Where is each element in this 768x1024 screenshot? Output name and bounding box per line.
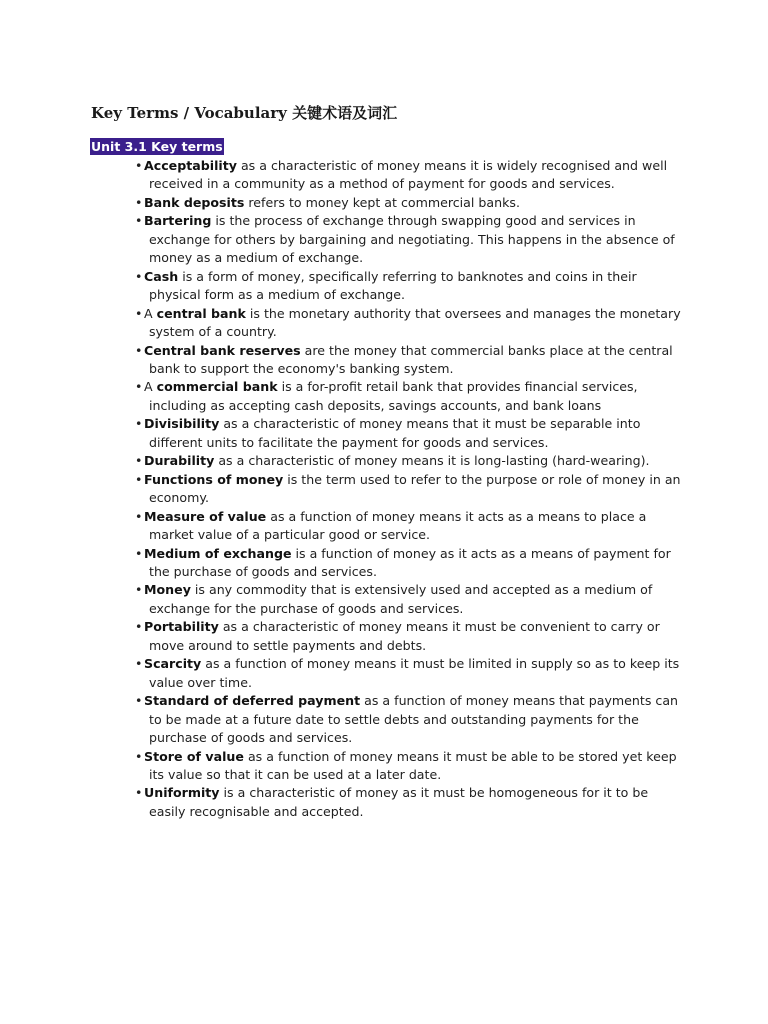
term-name: Bartering [144, 213, 212, 229]
term-list-item [126, 452, 686, 470]
term-definition: is the monetary authority that oversees and manages the monetary system of a country. [149, 305, 681, 340]
term-definition: is a for-profit retail bank that provides financial services, including as accepting cash deposits, savings accounts, and bank loans [149, 379, 638, 413]
bullet-icon: • [135, 748, 143, 764]
key-terms-list [126, 157, 686, 821]
term-list-item [126, 194, 686, 212]
term-definition: as a function of money means that payments can to be made at a future date to settle debts and outstanding payments for the purchase of goods and services. [149, 693, 679, 746]
bullet-icon: • [135, 508, 143, 524]
term-list-item [126, 508, 686, 545]
term-list-item [126, 784, 686, 821]
bullet-icon: • [135, 213, 143, 229]
term-name: commercial bank [156, 379, 278, 395]
bullet-icon: • [135, 453, 143, 469]
term-name: Scarcity [144, 656, 202, 672]
term-name: Acceptability [144, 158, 237, 173]
term-definition: as a function of money means it must be able to be stored yet keep its value so that it can be used at a later date. [149, 748, 677, 782]
term-list-item [126, 618, 686, 655]
document-title: Key Terms / Vocabulary 关键术语及词汇 [91, 104, 398, 122]
term-definition: as a function of money means it must be limited in supply so as to keep its value over time. [149, 656, 680, 690]
term-name: Cash [144, 268, 179, 284]
bullet-icon: • [135, 545, 143, 561]
term-list-item [126, 157, 686, 194]
term-definition: is the term used to refer to the purpose or role of money in an economy. [149, 471, 681, 506]
term-definition: as a characteristic of money means that it must be separable into different units to facilitate the payment for goods and services. [149, 416, 641, 450]
bullet-icon: • [135, 582, 143, 598]
bullet-icon: • [135, 785, 143, 801]
term-name: Portability [144, 619, 219, 635]
term-list-item [126, 748, 686, 785]
bullet-icon: • [135, 656, 143, 672]
bullet-icon: • [135, 305, 143, 321]
term-list-item [126, 471, 686, 508]
term-name: Divisibility [144, 416, 220, 432]
term-name: Medium of exchange [144, 545, 292, 561]
bullet-icon: • [135, 693, 143, 709]
term-name: central bank [156, 305, 246, 321]
term-list-item [126, 655, 686, 692]
bullet-icon: • [135, 268, 143, 284]
bullet-icon: • [135, 619, 143, 635]
term-definition: as a characteristic of money means it is long-lasting (hard-wearing). [214, 453, 650, 469]
term-list-item [126, 268, 686, 305]
bullet-icon: • [135, 416, 143, 432]
term-prefix: A [144, 305, 157, 321]
term-list-item [126, 692, 686, 747]
term-name: Functions of money [144, 471, 284, 487]
term-list-item [126, 212, 686, 267]
term-name: Standard of deferred payment [144, 693, 361, 709]
term-name: Money [144, 582, 191, 598]
term-name: Central bank reserves [144, 342, 301, 358]
term-prefix: A [144, 379, 157, 395]
bullet-icon: • [135, 342, 143, 358]
term-name: Measure of value [144, 508, 267, 524]
term-name: Store of value [144, 748, 244, 764]
term-list-item [126, 305, 686, 342]
term-definition: is a function of money as it acts as a means of payment for the purchase of goods and services. [149, 545, 671, 579]
bullet-icon: • [135, 471, 143, 487]
term-definition: is a form of money, specifically referring to banknotes and coins in their physical form as a medium of exchange. [149, 268, 637, 303]
term-list-item [126, 342, 686, 379]
bullet-icon: • [135, 379, 143, 395]
term-definition: is the process of exchange through swapping good and services in exchange for others by bargaining and negotiating. This happens in the absence of money as a medium of exchange. [149, 213, 675, 266]
term-definition: are the money that commercial banks place at the central bank to support the economy's banking system. [149, 342, 673, 376]
term-definition: refers to money kept at commercial banks. [244, 194, 520, 210]
term-definition: as a characteristic of money means it is widely recognised and well received in a community as a method of payment for goods and services. [149, 158, 668, 192]
term-definition: is a characteristic of money as it must be homogeneous for it to be easily recognisable and accepted. [149, 785, 649, 819]
term-list-item [126, 545, 686, 582]
term-list-item [126, 581, 686, 618]
bullet-icon: • [135, 194, 143, 210]
term-name: Bank deposits [144, 194, 245, 210]
term-definition: is any commodity that is extensively used and accepted as a medium of exchange for the purchase of goods and services. [149, 582, 653, 616]
term-name: Uniformity [144, 785, 220, 801]
term-definition: as a function of money means it acts as a means to place a market value of a particular good or service. [149, 508, 647, 543]
term-definition: as a characteristic of money means it must be convenient to carry or move around to settle payments and debts. [149, 619, 660, 653]
unit-heading: Unit 3.1 Key terms [91, 139, 223, 154]
term-list-item [126, 378, 686, 415]
term-list-item [126, 415, 686, 452]
bullet-icon: • [135, 158, 143, 173]
term-name: Durability [144, 453, 215, 469]
